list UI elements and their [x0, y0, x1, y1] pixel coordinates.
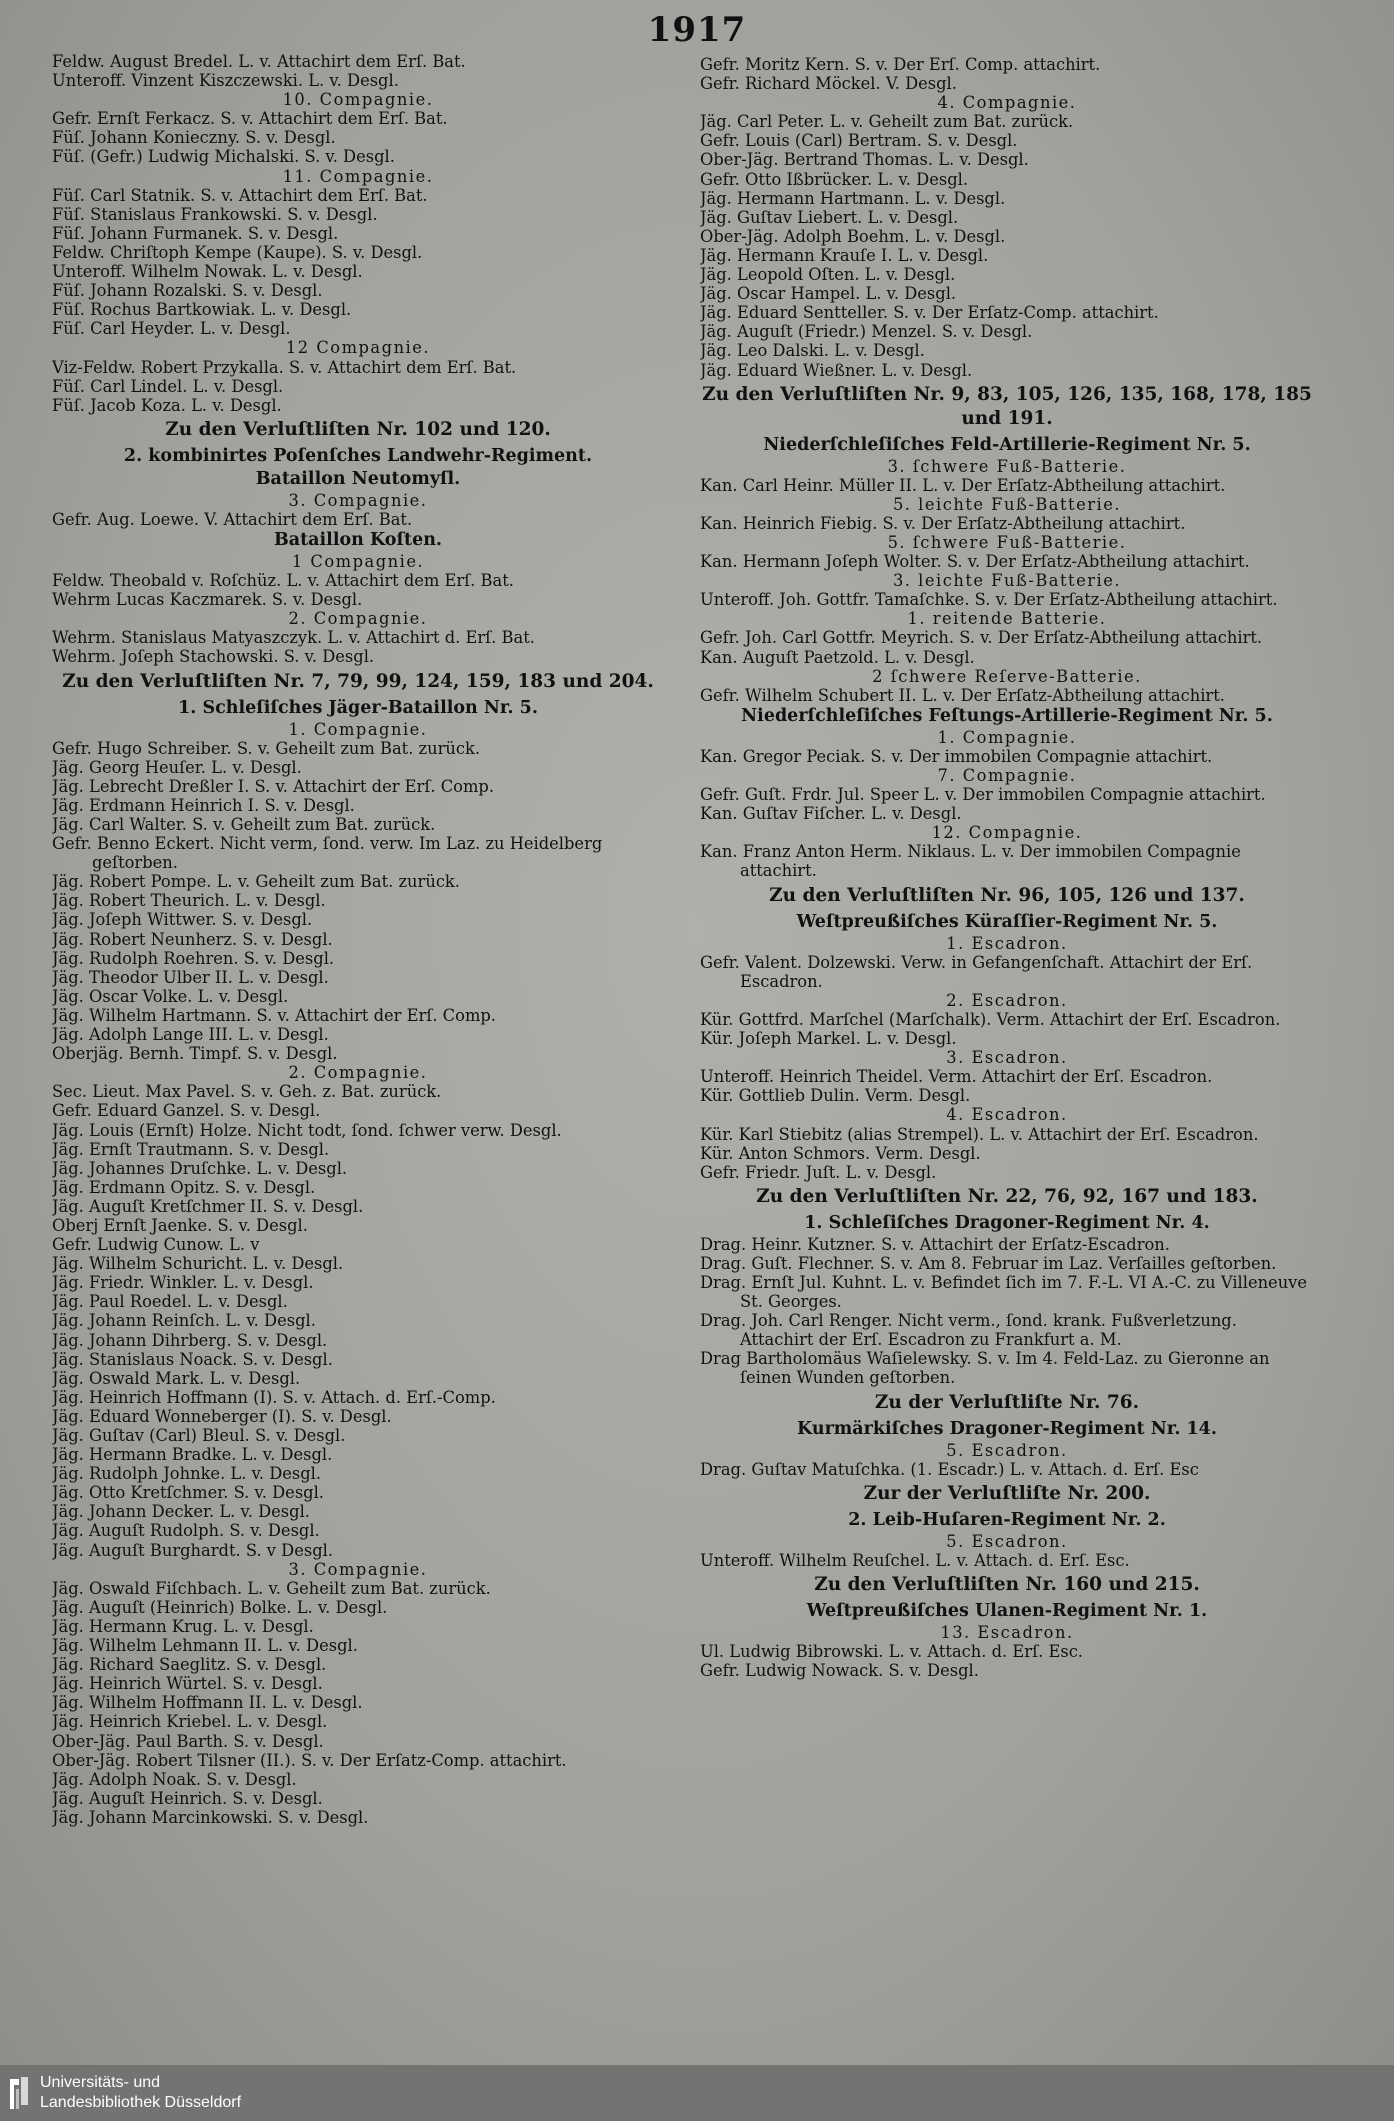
unit-subheading: 12. Compagnie.: [931, 823, 1083, 843]
entry-line: Jäg. Eduard Sentteller. S. v. Der Erſatz-Comp. attachirt.: [700, 303, 1159, 323]
entry-line: Jäg. Stanislaus Noack. S. v. Desgl.: [52, 1349, 333, 1369]
entry-line: Jäg. Johannes Druſchke. L. v. Desgl.: [52, 1158, 348, 1178]
entry-line: Drag. Ernſt Jul. Kuhnt. L. v. Befindet ſich im 7. F.-L. VI A.-C. zu Villeneuve St. Georges.: [700, 1272, 1308, 1312]
entry-line: Drag. Guſtav Matuſchka. (1. Escadr.) L. v. Attach. d. Erſ. Esc: [700, 1459, 1199, 1479]
entry-line: Füſ. Rochus Bartkowiak. L. v. Desgl.: [52, 300, 352, 320]
regiment-heading: Kurmärkiſches Dragoner-Regiment Nr. 14.: [797, 1418, 1217, 1439]
entry-line: Jäg. Robert Theurich. L. v. Desgl.: [52, 891, 326, 911]
entry-line: Jäg. Lebrecht Dreßler I. S. v. Attachirt der Erſ. Comp.: [52, 776, 495, 796]
entry-line: Jäg. Erdmann Opitz. S. v. Desgl.: [52, 1177, 316, 1197]
entry-line: Drag. Guſt. Flechner. S. v. Am 8. Februar im Laz. Verſailles geſtorben.: [700, 1253, 1277, 1273]
entry-line: Jäg. Ernſt Trautmann. S. v. Desgl.: [52, 1139, 330, 1159]
entry-line: Ober-Jäg. Robert Tilsner (II.). S. v. Der Erſatz-Comp. attachirt.: [52, 1750, 567, 1770]
entry-line: Kan. Guſtav Fiſcher. L. v. Desgl.: [700, 804, 962, 824]
entry-line: Jäg. Erdmann Heinrich I. S. v. Desgl.: [52, 795, 355, 815]
unit-subheading: 5. ſchwere Fuß-Batterie.: [887, 532, 1127, 552]
entry-line: Ober-Jäg. Adolph Boehm. L. v. Desgl.: [700, 226, 1006, 246]
entry-line: Jäg. Adolph Noak. S. v. Desgl.: [52, 1769, 297, 1789]
entry-line: Oberjäg. Bernh. Timpf. S. v. Desgl.: [52, 1044, 338, 1064]
entry-line: Sec. Lieut. Max Pavel. S. v. Geh. z. Bat. zurück.: [52, 1082, 442, 1102]
entry-line: Gefr. Ludwig Nowack. S. v. Desgl.: [700, 1661, 979, 1681]
company-subheading: 11. Compagnie.: [282, 166, 434, 186]
entry-line: Unteroff. Vinzent Kiszczewski. L. v. Desgl.: [52, 71, 399, 91]
entry-line: Kan. Gregor Peciak. S. v. Der immobilen Compagnie attachirt.: [700, 746, 1213, 766]
unit-subheading: 5. Escadron.: [946, 1440, 1068, 1460]
entry-line: Jäg. Carl Walter. S. v. Geheilt zum Bat. zurück.: [52, 815, 436, 834]
entry-line: Füſ. Stanislaus Frankowski. S. v. Desgl.: [52, 204, 378, 224]
entry-line: Jäg. Leo Dalski. L. v. Desgl.: [700, 341, 925, 361]
entry-line: Feldw. August Bredel. L. v. Attachirt dem Erſ. Bat.: [52, 52, 466, 71]
entry-line: Jäg. Carl Peter. L. v. Geheilt zum Bat. zurück.: [700, 112, 1074, 132]
page-number: 1917: [647, 10, 747, 50]
entry-line: Jäg. Eduard Wonneberger (I). S. v. Desgl.: [52, 1406, 392, 1426]
entry-line: Jäg. Heinrich Kriebel. L. v. Desgl.: [52, 1712, 328, 1732]
verlustliste-heading: Zur der Verluſtliſte Nr. 200.: [863, 1482, 1151, 1504]
regiment-heading: Weſtpreußiſches Ulanen-Regiment Nr. 1.: [806, 1600, 1208, 1621]
entry-line: Füſ. Johann Furmanek. S. v. Desgl.: [52, 223, 339, 243]
entry-line: Feldw. Theobald v. Roſchüz. L. v. Attachirt dem Erſ. Bat.: [52, 571, 514, 591]
regiment-heading: Niederſchleſiſches Feld-Artillerie-Regiment Nr. 5.: [763, 434, 1251, 455]
entry-line: Jäg. Johann Dihrberg. S. v. Desgl.: [52, 1330, 328, 1350]
entry-line: Füſ. Johann Rozalski. S. v. Desgl.: [52, 281, 323, 301]
entry-line: Unteroff. Wilhelm Nowak. L. v. Desgl.: [52, 262, 363, 282]
entry-line: Gefr. Guſt. Frdr. Jul. Speer L. v. Der immobilen Compagnie attachirt.: [700, 785, 1266, 805]
entry-line: Jäg. Leopold Oſten. L. v. Desgl.: [700, 265, 956, 285]
company-subheading: 2. Compagnie.: [288, 609, 428, 629]
entry-line: Gefr. Valent. Dolzewski. Verw. in Gefangenſchaft. Attachirt der Erſ. Escadron.: [700, 952, 1253, 991]
regiment-heading: Bataillon Koſten.: [273, 529, 443, 550]
entry-line: Jäg. Johann Marcinkowski. S. v. Desgl.: [52, 1807, 369, 1827]
entry-line: Füſ. (Gefr.) Ludwig Michalski. S. v. Desgl.: [52, 147, 395, 167]
entry-line: Gefr. Eduard Ganzel. S. v. Desgl.: [52, 1101, 321, 1121]
entry-line: Drag Bartholomäus Waſielewsky. S. v. Im 4. Feld-Laz. zu Gieronne an ſeinen Wunden geſtorben.: [700, 1349, 1270, 1388]
entry-line: Jäg. Joſeph Wittwer. S. v. Desgl.: [52, 910, 313, 930]
regiment-heading: 1. Schleſiſches Dragoner-Regiment Nr. 4.: [804, 1212, 1210, 1233]
entry-line: Kür. Gottfrd. Marſchel (Marſchalk). Verm. Attachirt der Erſ. Escadron.: [700, 1009, 1281, 1029]
unit-subheading: 1. reitende Batterie.: [907, 609, 1107, 629]
entry-line: Jäg. Wilhelm Schuricht. L. v. Desgl.: [52, 1254, 344, 1274]
unit-subheading: 1. Compagnie.: [937, 727, 1077, 747]
entry-line: Jäg. Heinrich Würtel. S. v. Desgl.: [52, 1674, 323, 1694]
entry-line: Füſ. Carl Statnik. S. v. Attachirt dem Erſ. Bat.: [52, 185, 428, 205]
unit-subheading: 1. Escadron.: [946, 933, 1068, 953]
entry-line: Drag. Joh. Carl Renger. Nicht verm., ſond. krank. Fußverletzung. Attachirt der Erſ. Escadron zu Frankfurt a. M.: [700, 1311, 1237, 1350]
entry-line: Jäg. Wilhelm Hoffmann II. L. v. Desgl.: [52, 1693, 363, 1713]
entry-line: Jäg. Paul Roedel. L. v. Desgl.: [52, 1292, 288, 1312]
regiment-heading: Niederſchleſiſches Feſtungs-Artillerie-Regiment Nr. 5.: [741, 705, 1273, 726]
unit-subheading: 13. Escadron.: [940, 1622, 1074, 1642]
entry-line: Jäg. Friedr. Winkler. L. v. Desgl.: [52, 1273, 314, 1293]
entry-line: Kür. Anton Schmors. Verm. Desgl.: [700, 1143, 981, 1163]
verlustliste-heading: Zu den Verluſtliſten Nr. 96, 105, 126 und 137.: [769, 884, 1245, 906]
entry-line: Kür. Joſeph Markel. L. v. Desgl.: [700, 1029, 957, 1049]
entry-line: Gefr. Benno Eckert. Nicht verm, ſond. verw. Im Laz. zu Heidelberg geſtorben.: [52, 834, 603, 873]
entry-line: Jäg. Richard Saeglitz. S. v. Desgl.: [52, 1655, 327, 1675]
entry-line: Jäg. Adolph Lange III. L. v. Desgl.: [52, 1025, 329, 1045]
regiment-heading: 2. Leib-Huſaren-Regiment Nr. 2.: [848, 1509, 1166, 1530]
entry-line: Jäg. Auguſt Burghardt. S. v Desgl.: [52, 1540, 333, 1560]
entry-line: Oberj Ernſt Jaenke. S. v. Desgl.: [52, 1215, 308, 1235]
unit-subheading: 5. Escadron.: [946, 1531, 1068, 1551]
entry-line: Jäg. Auguſt Rudolph. S. v. Desgl.: [52, 1521, 320, 1541]
entry-line: Gefr. Moritz Kern. S. v. Der Erſ. Comp. attachirt.: [700, 55, 1101, 74]
entry-line: Kan. Carl Heinr. Müller II. L. v. Der Erſatz-Abtheilung attachirt.: [700, 475, 1226, 495]
entry-line: Kan. Heinrich Fiebig. S. v. Der Erſatz-Abtheilung attachirt.: [700, 513, 1186, 533]
verlustliste-heading: Zu den Verluſtliſten Nr. 160 und 215.: [814, 1573, 1200, 1595]
verlustliste-heading: Zu den Verluſtliſten Nr. 22, 76, 92, 167 und 183.: [756, 1185, 1258, 1207]
entry-line: Gefr. Richard Möckel. V. Desgl.: [700, 74, 957, 94]
entry-line: Wehrm. Joſeph Stachowski. S. v. Desgl.: [52, 647, 375, 667]
unit-subheading: 3. Escadron.: [946, 1048, 1068, 1068]
entry-line: Jäg. Louis (Ernſt) Holze. Nicht todt, ſond. ſchwer verw. Desgl.: [52, 1120, 562, 1140]
entry-line: Gefr. Wilhelm Schubert II. L. v. Der Erſatz-Abtheilung attachirt.: [700, 685, 1225, 705]
entry-line: Jäg. Auguſt Kretſchmer II. S. v. Desgl.: [52, 1196, 364, 1216]
entry-line: Jäg. Hermann Hartmann. L. v. Desgl.: [700, 188, 1006, 208]
unit-subheading: 3. leichte Fuß-Batterie.: [892, 571, 1122, 591]
entry-line: Jäg. Hermann Krug. L. v. Desgl.: [52, 1616, 314, 1636]
regiment-heading: Weſtpreußiſches Küraſſier-Regiment Nr. 5.: [796, 911, 1218, 932]
company-subheading: 1. Compagnie.: [288, 719, 428, 739]
entry-line: Gefr. Ludwig Cunow. L. v: [52, 1235, 260, 1255]
entry-line: Jäg. Oscar Hampel. L. v. Desgl.: [700, 284, 957, 304]
verlustliste-heading: Zu der Verluſtliſte Nr. 76.: [874, 1391, 1140, 1413]
company-subheading: 3. Compagnie.: [288, 490, 428, 510]
entry-line: Jäg. Auguſt (Heinrich) Bolke. L. v. Desgl.: [52, 1597, 388, 1617]
library-logo-icon: [8, 2075, 30, 2111]
company-subheading: 2. Compagnie.: [288, 1063, 428, 1083]
regiment-heading: Bataillon Neutomyſl.: [255, 468, 461, 489]
entry-line: Wehrm. Stanislaus Matyaszczyk. L. v. Attachirt d. Erſ. Bat.: [52, 628, 535, 648]
entry-line: Kan. Franz Anton Herm. Niklaus. L. v. Der immobilen Compagnie attachirt.: [700, 842, 1241, 881]
entry-line: Feldw. Chriſtoph Kempe (Kaupe). S. v. Desgl.: [52, 242, 423, 262]
entry-line: Unteroff. Wilhelm Reuſchel. L. v. Attach. d. Erſ. Esc.: [700, 1550, 1130, 1570]
verlustliste-heading: Zu den Verluſtliſten Nr. 102 und 120.: [165, 418, 551, 440]
company-subheading: 12 Compagnie.: [285, 338, 431, 358]
entry-line: Jäg. Guſtav (Carl) Bleul. S. v. Desgl.: [52, 1426, 346, 1445]
entry-line: Jäg. Georg Heuſer. L. v. Desgl.: [52, 757, 302, 777]
verlustliste-heading: Zu den Verluſtliſten Nr. 7, 79, 99, 124, 159, 183 und 204.: [62, 670, 654, 692]
entry-line: Ober-Jäg. Bertrand Thomas. L. v. Desgl.: [700, 150, 1029, 170]
entry-line: Jäg. Oscar Volke. L. v. Desgl.: [52, 986, 289, 1006]
entry-line: Füſ. Johann Konieczny. S. v. Desgl.: [52, 128, 336, 148]
entry-line: Füſ. Carl Heyder. L. v. Desgl.: [52, 319, 291, 339]
entry-line: Kan. Auguſt Paetzold. L. v. Desgl.: [700, 647, 975, 667]
entry-line: Jäg. Rudolph Johnke. L. v. Desgl.: [52, 1464, 322, 1484]
entry-line: Jäg. Heinrich Hoffmann (I). S. v. Attach. d. Erſ.-Comp.: [52, 1387, 496, 1407]
entry-line: Jäg. Johann Decker. L. v. Desgl.: [52, 1502, 310, 1522]
entry-line: Kür. Karl Stiebitz (alias Strempel). L. v. Attachirt der Erſ. Escadron.: [700, 1124, 1259, 1144]
unit-subheading: 2 ſchwere Reſerve-Batterie.: [872, 666, 1142, 686]
entry-line: Gefr. Friedr. Juſt. L. v. Desgl.: [700, 1162, 937, 1182]
entry-line: Jäg. Wilhelm Lehmann II. L. v. Desgl.: [52, 1636, 358, 1656]
entry-line: Gefr. Aug. Loewe. V. Attachirt dem Erſ. Bat.: [52, 509, 413, 529]
entry-line: Jäg. Robert Neunherz. S. v. Desgl.: [52, 929, 333, 949]
entry-line: Jäg. Hermann Bradke. L. v. Desgl.: [52, 1445, 333, 1465]
entry-line: Unteroff. Heinrich Theidel. Verm. Attachirt der Erſ. Escadron.: [700, 1067, 1213, 1087]
entry-line: Jäg. Robert Pompe. L. v. Geheilt zum Bat. zurück.: [52, 872, 460, 892]
entry-line: Drag. Heinr. Kutzner. S. v. Attachirt der Erſatz-Escadron.: [700, 1234, 1170, 1254]
entry-line: Jäg. Otto Kretſchmer. S. v. Desgl.: [52, 1483, 324, 1503]
entry-line: Gefr. Joh. Carl Gottfr. Meyrich. S. v. Der Erſatz-Abtheilung attachirt.: [700, 628, 1263, 648]
entry-line: Gefr. Otto Ißbrücker. L. v. Desgl.: [700, 169, 969, 189]
footer-line-1: Universitäts- und: [40, 2074, 161, 2091]
company-subheading: 10. Compagnie.: [282, 90, 434, 110]
entry-line: Gefr. Louis (Carl) Bertram. S. v. Desgl.: [700, 131, 1018, 151]
unit-subheading: 2. Escadron.: [946, 990, 1068, 1010]
entry-line: Viz-Feldw. Robert Przykalla. S. v. Attachirt dem Erſ. Bat.: [52, 357, 517, 377]
entry-line: Jäg. Auguſt (Friedr.) Menzel. S. v. Desgl.: [700, 322, 1033, 342]
entry-line: Füſ. Jacob Koza. L. v. Desgl.: [52, 395, 282, 415]
footer-line-2: Landesbibliothek Düsseldorf: [40, 2094, 242, 2111]
left-column: [52, 52, 664, 1827]
verlustliste-heading: Zu den Verluſtliſten Nr. 9, 83, 105, 126, 135, 168, 178, 185 und 191.: [702, 383, 1312, 429]
entry-line: Gefr. Ernſt Ferkacz. S. v. Attachirt dem Erſ. Bat.: [52, 109, 448, 129]
entry-line: Jäg. Eduard Wießner. L. v. Desgl.: [700, 360, 973, 380]
entry-line: Jäg. Oswald Fiſchbach. L. v. Geheilt zum Bat. zurück.: [52, 1578, 491, 1598]
right-column: [700, 55, 1314, 1680]
entry-line: Wehrm Lucas Kaczmarek. S. v. Desgl.: [52, 590, 363, 610]
entry-line: Unteroff. Joh. Gottfr. Tamaſchke. S. v. Der Erſatz-Abtheilung attachirt.: [700, 590, 1278, 610]
entry-line: Jäg. Wilhelm Hartmann. S. v. Attachirt der Erſ. Comp.: [52, 1005, 496, 1025]
entry-line: Kür. Gottlieb Dulin. Verm. Desgl.: [700, 1086, 971, 1106]
entry-line: Jäg. Hermann Krauſe I. L. v. Desgl.: [700, 245, 989, 265]
library-footer: [0, 2065, 1394, 2121]
company-subheading: 1 Compagnie.: [291, 551, 425, 571]
regiment-heading: 1. Schleſiſches Jäger-Bataillon Nr. 5.: [178, 697, 538, 718]
entry-line: Gefr. Hugo Schreiber. S. v. Geheilt zum Bat. zurück.: [52, 738, 481, 758]
unit-subheading: 5. leichte Fuß-Batterie.: [892, 494, 1122, 514]
entry-line: Jäg. Guſtav Liebert. L. v. Desgl.: [700, 207, 959, 227]
unit-subheading: 7. Compagnie.: [937, 766, 1077, 785]
entry-line: Füſ. Carl Lindel. L. v. Desgl.: [52, 376, 284, 396]
entry-line: Jäg. Theodor Ulber II. L. v. Desgl.: [52, 967, 329, 987]
entry-line: Kan. Hermann Joſeph Wolter. S. v. Der Erſatz-Abtheilung attachirt.: [700, 552, 1250, 572]
company-subheading: 3. Compagnie.: [288, 1559, 428, 1579]
entry-line: Ober-Jäg. Paul Barth. S. v. Desgl.: [52, 1731, 324, 1751]
company-subheading: 4. Compagnie.: [937, 93, 1077, 113]
unit-subheading: 4. Escadron.: [946, 1105, 1068, 1125]
entry-line: Jäg. Oswald Mark. L. v. Desgl.: [52, 1368, 301, 1388]
entry-line: Ul. Ludwig Bibrowski. L. v. Attach. d. Erſ. Esc.: [700, 1642, 1083, 1661]
entry-line: Jäg. Auguſt Heinrich. S. v. Desgl.: [52, 1788, 323, 1808]
entry-line: Jäg. Johann Reinſch. L. v. Desgl.: [52, 1311, 316, 1331]
unit-subheading: 3. ſchwere Fuß-Batterie.: [887, 456, 1127, 476]
regiment-heading: 2. kombinirtes Poſenſches Landwehr-Regiment.: [123, 445, 593, 466]
entry-line: Jäg. Rudolph Roehren. S. v. Desgl.: [52, 948, 335, 968]
